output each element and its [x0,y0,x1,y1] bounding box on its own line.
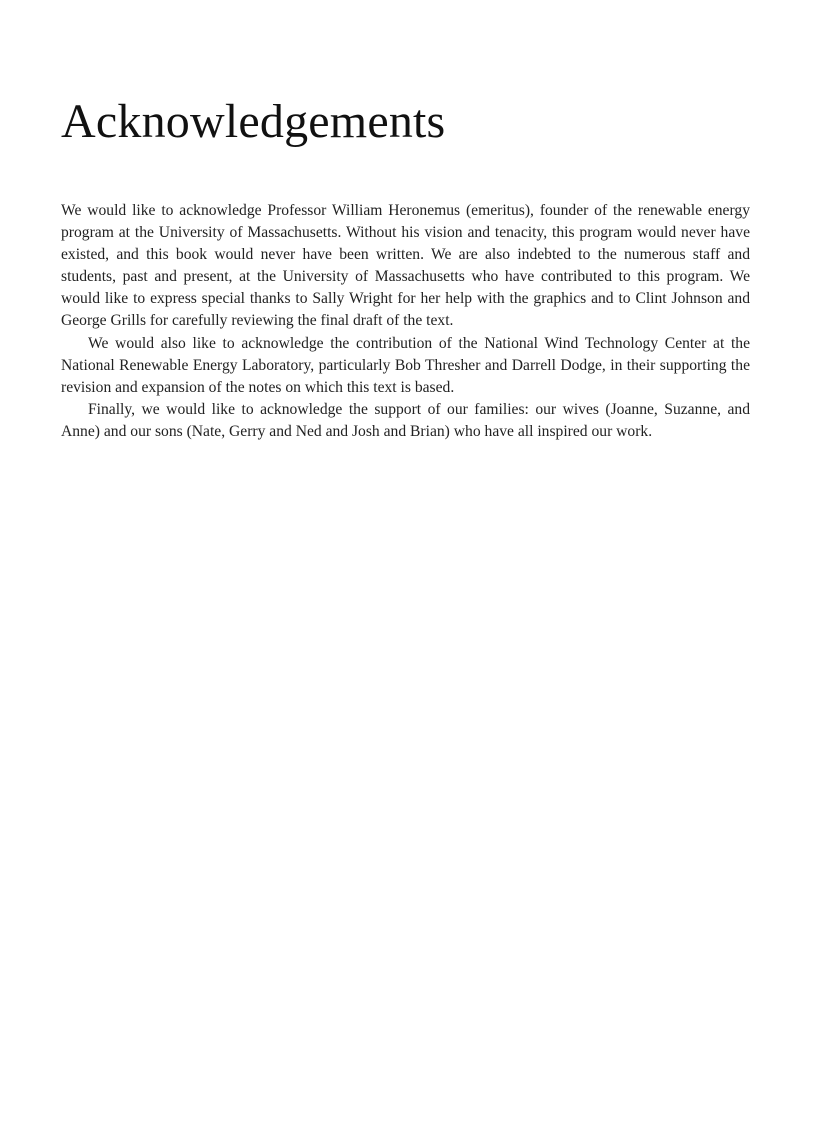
paragraph-3: Finally, we would like to acknowledge the support of our families: our wives (Joanne, Suzanne, and Anne) and our sons (Nate, Gerry and Ned and Josh and Brian) who have all inspired our work. [61,400,750,440]
paragraph-1: We would like to acknowledge Professor William Heronemus (emeritus), founder of the renewable energy program at the University of Massachusetts. Without his vision and tenacity, this program would never have existed, and this book would never have been written. We are also indebted to the numerous staff and students, past and present, at the University of Massachusetts who have contributed to this program. We would like to express special thanks to Sally Wright for her help with the graphics and to Clint Johnson and George Grills for carefully reviewing the final draft of the text. [61,202,750,330]
page-title: Acknowledgements [61,95,446,148]
acknowledgements-body [61,200,750,443]
paragraph-2: We would also like to acknowledge the contribution of the National Wind Technology Center at the National Renewable Energy Laboratory, particularly Bob Thresher and Darrell Dodge, in their supporting the revision and expansion of the notes on which this text is based. [61,334,750,396]
